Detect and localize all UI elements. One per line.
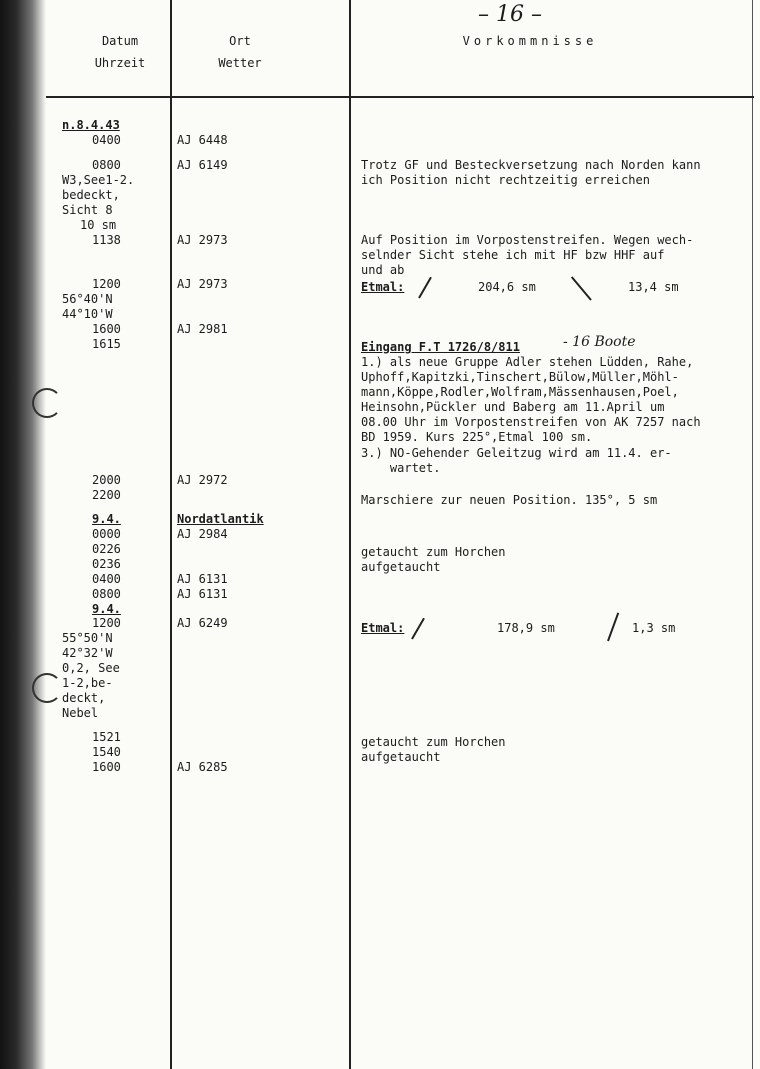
datum-uhrzeit-cell: 0800 — [92, 587, 121, 601]
vorkommnisse-line: getaucht zum Horchen — [361, 545, 506, 559]
datum-uhrzeit-cell: Nebel — [62, 706, 99, 720]
etmal-label: Etmal: — [361, 280, 405, 294]
datum-uhrzeit-cell: 1521 — [92, 730, 121, 744]
vorkommnisse-line: ich Position nicht rechtzeitig erreichen — [361, 173, 650, 187]
datum-uhrzeit-cell: 55°50'N — [62, 631, 113, 645]
ort-wetter-cell: AJ 2984 — [177, 527, 228, 541]
ort-wetter-cell: AJ 6285 — [177, 760, 228, 774]
header-rule — [46, 96, 754, 98]
datum-uhrzeit-cell: 1200 — [92, 277, 121, 291]
column-rule-1 — [170, 0, 172, 1069]
datum-uhrzeit-cell: W3,See1-2. — [62, 173, 135, 187]
vorkommnisse-line: mann,Köppe,Rodler,Wolfram,Mässenhausen,Poel, — [361, 385, 679, 399]
current-arrow-icon — [571, 276, 592, 300]
header-ort: Ort — [229, 34, 251, 48]
ort-wetter-cell: AJ 6448 — [177, 133, 228, 147]
ort-wetter-cell: AJ 6149 — [177, 158, 228, 172]
datum-uhrzeit-cell: Sicht 8 — [62, 203, 113, 217]
datum-uhrzeit-cell: 0236 — [92, 557, 121, 571]
datum-uhrzeit-cell: 1200 — [92, 616, 121, 630]
vorkommnisse-line: BD 1959. Kurs 225°,Etmal 100 sm. — [361, 430, 593, 444]
vorkommnisse-line: 1.) als neue Gruppe Adler stehen Lüdden, Rahe, — [361, 355, 694, 369]
datum-uhrzeit-cell: 1600 — [92, 322, 121, 336]
vorkommnisse-line: getaucht zum Horchen — [361, 735, 506, 749]
ort-wetter-cell: Nordatlantik — [177, 512, 264, 526]
datum-uhrzeit-cell: 0000 — [92, 527, 121, 541]
datum-uhrzeit-cell: 0,2, See — [62, 661, 120, 675]
vorkommnisse-line: 3.) NO-Gehender Geleitzug wird am 11.4. er- — [361, 446, 672, 460]
punch-hole-bottom — [32, 673, 62, 703]
ort-wetter-cell: AJ 2973 — [177, 277, 228, 291]
datum-uhrzeit-cell: n.8.4.43 — [62, 118, 120, 132]
header-wetter: Wetter — [218, 56, 262, 70]
datum-uhrzeit-cell: 0226 — [92, 542, 121, 556]
etmal-distance: 204,6 sm — [478, 280, 536, 294]
datum-uhrzeit-cell: 0400 — [92, 133, 121, 147]
handwritten-note: - 16 Boote — [563, 334, 636, 350]
page-number: – 16 – — [478, 2, 542, 27]
vorkommnisse-line: wartet. — [361, 461, 441, 475]
header-datum-uhrzeit — [90, 30, 150, 74]
datum-uhrzeit-cell: 1615 — [92, 337, 121, 351]
datum-uhrzeit-cell: 9.4. — [92, 602, 121, 616]
datum-uhrzeit-cell: 0800 — [92, 158, 121, 172]
datum-uhrzeit-cell: bedeckt, — [62, 188, 120, 202]
course-arrow-icon — [418, 277, 432, 299]
ort-wetter-cell: AJ 6131 — [177, 572, 228, 586]
scan-dark-edge — [0, 0, 46, 1069]
ort-wetter-cell: AJ 2972 — [177, 473, 228, 487]
current-arrow-icon — [607, 612, 619, 641]
vorkommnisse-line: Eingang F.T 1726/8/811 — [361, 340, 520, 354]
datum-uhrzeit-cell: 1540 — [92, 745, 121, 759]
vorkommnisse-line: selnder Sicht stehe ich mit HF bzw HHF auf — [361, 248, 665, 262]
datum-uhrzeit-cell: 2000 — [92, 473, 121, 487]
datum-uhrzeit-cell: 1138 — [92, 233, 121, 247]
datum-uhrzeit-cell: 9.4. — [92, 512, 121, 526]
ort-wetter-cell: AJ 6131 — [177, 587, 228, 601]
course-arrow-icon — [411, 618, 425, 640]
vorkommnisse-line: 08.00 Uhr im Vorpostenstreifen von AK 7257 nach — [361, 415, 701, 429]
vorkommnisse-line: aufgetaucht — [361, 560, 441, 574]
ort-wetter-cell: AJ 6249 — [177, 616, 228, 630]
vorkommnisse-line: Trotz GF und Besteckversetzung nach Norden kann — [361, 158, 701, 172]
datum-uhrzeit-cell: 1600 — [92, 760, 121, 774]
column-rule-2 — [349, 0, 351, 1069]
datum-uhrzeit-cell: 2200 — [92, 488, 121, 502]
datum-uhrzeit-cell: 44°10'W — [62, 307, 113, 321]
ort-wetter-cell: AJ 2973 — [177, 233, 228, 247]
column-rule-3 — [752, 0, 753, 1069]
datum-uhrzeit-cell: 0400 — [92, 572, 121, 586]
datum-uhrzeit-cell: 10 sm — [80, 218, 117, 232]
datum-uhrzeit-cell: 56°40'N — [62, 292, 113, 306]
etmal-value: 13,4 sm — [628, 280, 679, 294]
etmal-value: 1,3 sm — [632, 621, 676, 635]
vorkommnisse-line: und ab — [361, 263, 405, 277]
datum-uhrzeit-cell: deckt, — [62, 691, 106, 705]
header-datum: Datum — [101, 34, 139, 48]
vorkommnisse-line: Heinsohn,Pückler und Baberg am 11.April um — [361, 400, 665, 414]
vorkommnisse-line: Auf Position im Vorpostenstreifen. Wegen wech- — [361, 233, 694, 247]
datum-uhrzeit-cell: 1-2,be- — [62, 676, 113, 690]
vorkommnisse-line: Marschiere zur neuen Position. 135°, 5 sm — [361, 493, 658, 507]
header-vorkommnisse: Vorkommnisse — [462, 34, 598, 48]
punch-hole-top — [32, 388, 62, 418]
header-ort-wetter — [205, 30, 275, 74]
etmal-distance: 178,9 sm — [497, 621, 555, 635]
vorkommnisse-line: aufgetaucht — [361, 750, 441, 764]
etmal-label: Etmal: — [361, 621, 405, 635]
header-uhrzeit: Uhrzeit — [94, 56, 146, 70]
datum-uhrzeit-cell: 42°32'W — [62, 646, 113, 660]
vorkommnisse-line: Uphoff,Kapitzki,Tinschert,Bülow,Müller,Möhl- — [361, 370, 679, 384]
ort-wetter-cell: AJ 2981 — [177, 322, 228, 336]
